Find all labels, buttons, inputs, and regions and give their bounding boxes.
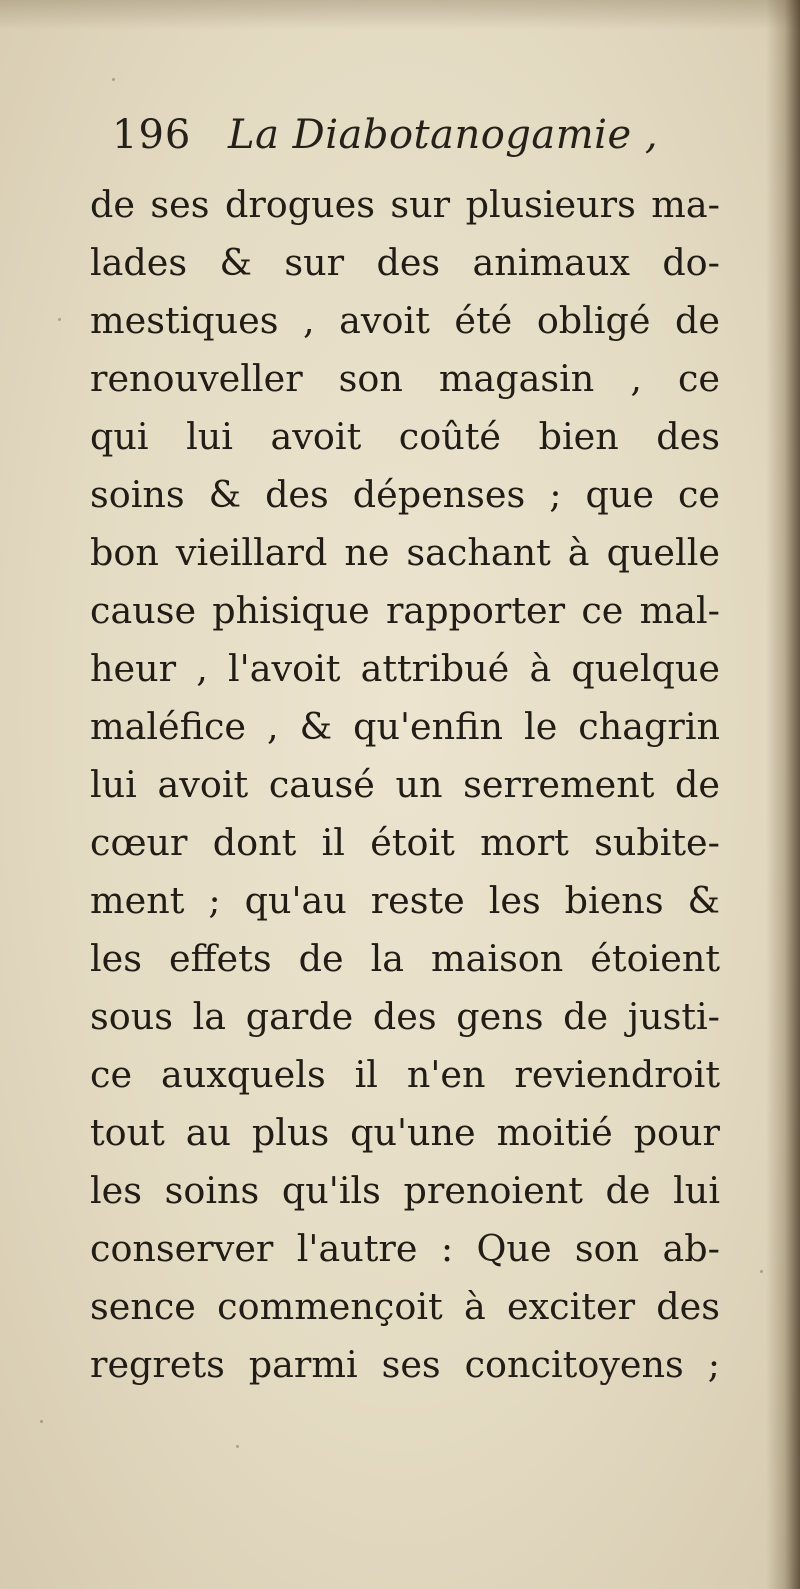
page-spine-shadow <box>766 0 800 1589</box>
page-header <box>112 112 712 172</box>
text-line: regrets parmi ses concitoyens ; <box>90 1343 720 1386</box>
paper-fleck <box>58 318 61 321</box>
paper-fleck <box>40 1420 43 1423</box>
text-line: cause phisique rapporter ce mal- <box>90 589 720 632</box>
text-line: bon vieillard ne sachant à quelle <box>90 531 720 574</box>
text-line: maléfice , & qu'enfin le chagrin <box>90 705 720 748</box>
text-line: lui avoit causé un serrement de <box>90 763 720 806</box>
paper-fleck <box>112 78 115 81</box>
text-line: lades & sur des animaux do- <box>90 241 720 284</box>
text-line: qui lui avoit coûté bien des <box>90 415 720 458</box>
page-top-shadow <box>0 0 800 30</box>
text-line: soins & des dépenses ; que ce <box>90 473 720 516</box>
text-line: heur , l'avoit attribué à quelque <box>90 647 720 690</box>
text-line: ce auxquels il n'en reviendroit <box>90 1053 720 1096</box>
page-number: 196 <box>112 112 192 158</box>
text-line: cœur dont il étoit mort subite- <box>90 821 720 864</box>
paper-fleck <box>236 1445 239 1448</box>
text-line: tout au plus qu'une moitié pour <box>90 1111 720 1154</box>
text-line: sence commençoit à exciter des <box>90 1285 720 1328</box>
paper-fleck <box>760 1270 763 1273</box>
running-title: La Diabotanogamie , <box>228 112 659 158</box>
text-line: conserver l'autre : Que son ab- <box>90 1227 720 1270</box>
body-text <box>90 176 720 1394</box>
text-line: ment ; qu'au reste les biens & <box>90 879 720 922</box>
text-line: de ses drogues sur plusieurs ma- <box>90 183 720 226</box>
text-line: sous la garde des gens de justi- <box>90 995 720 1038</box>
text-line: renouveller son magasin , ce <box>90 357 720 400</box>
text-line: mestiques , avoit été obligé de <box>90 299 720 342</box>
text-line: les effets de la maison étoient <box>90 937 720 980</box>
text-line: les soins qu'ils prenoient de lui <box>90 1169 720 1212</box>
